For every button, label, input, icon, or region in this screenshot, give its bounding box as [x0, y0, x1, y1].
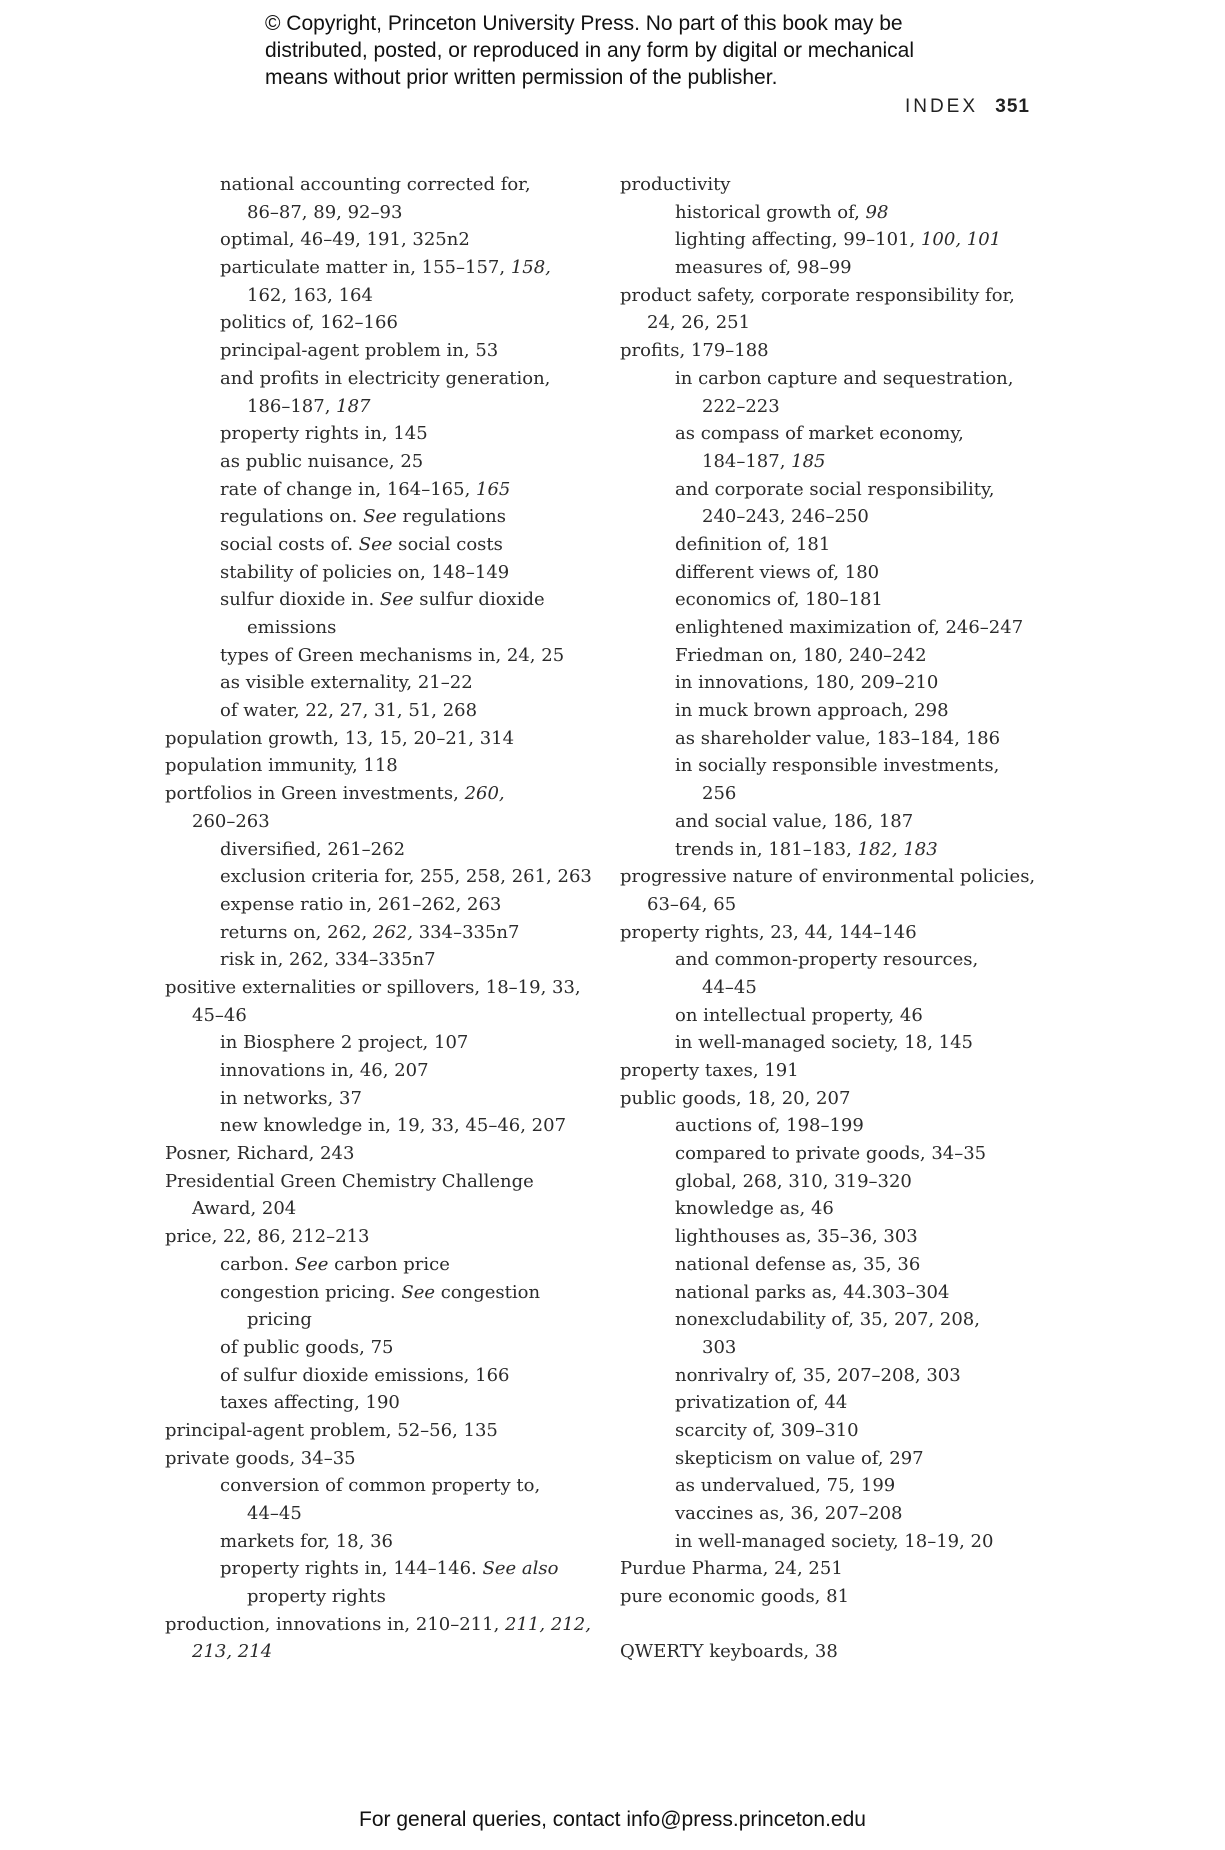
- index-italic: 100, 101: [920, 229, 1002, 251]
- index-text: pricing: [247, 1309, 312, 1331]
- index-line: [165, 1112, 605, 1140]
- index-text: definition of, 181: [675, 533, 831, 555]
- index-line: [620, 669, 1070, 697]
- index-text: portfolios in Green investments,: [165, 783, 465, 805]
- index-italic: 262,: [372, 921, 413, 943]
- index-line: [165, 171, 605, 199]
- index-line: [620, 863, 1070, 891]
- index-line: [165, 1168, 605, 1196]
- index-line: [620, 697, 1070, 725]
- index-text: 303: [702, 1336, 737, 1358]
- index-text: in socially responsible investments,: [675, 755, 1000, 777]
- index-line: [165, 531, 605, 559]
- index-line: [620, 448, 1070, 476]
- index-line: [620, 531, 1070, 559]
- index-text: Award, 204: [192, 1198, 297, 1220]
- index-line: [165, 1555, 605, 1583]
- index-italic: See: [358, 533, 393, 555]
- index-line: [620, 780, 1070, 808]
- index-line: [620, 1472, 1070, 1500]
- index-line: [620, 1583, 1070, 1611]
- index-line: [165, 448, 605, 476]
- index-text: as visible externality, 21–22: [220, 672, 473, 694]
- index-text: 260–263: [192, 810, 270, 832]
- index-line: [620, 808, 1070, 836]
- index-text: in well-managed society, 18, 145: [675, 1032, 973, 1054]
- index-text: new knowledge in, 19, 33, 45–46, 207: [220, 1115, 567, 1137]
- index-italic: 187: [336, 395, 371, 417]
- index-italic: 98: [865, 201, 889, 223]
- index-line: [620, 919, 1070, 947]
- index-text: pure economic goods, 81: [620, 1586, 850, 1608]
- index-line: [165, 946, 605, 974]
- index-text: nonexcludability of, 35, 207, 208,: [675, 1309, 980, 1331]
- index-text: property rights in, 145: [220, 423, 428, 445]
- index-line: [620, 1112, 1070, 1140]
- index-text: public goods, 18, 20, 207: [620, 1087, 851, 1109]
- index-text: as undervalued, 75, 199: [675, 1475, 896, 1497]
- index-text: social costs of.: [220, 533, 359, 555]
- index-text: markets for, 18, 36: [220, 1530, 393, 1552]
- index-line: [620, 393, 1070, 421]
- index-text: expense ratio in, 261–262, 263: [220, 893, 502, 915]
- index-line: [165, 309, 605, 337]
- index-text: economics of, 180–181: [675, 589, 883, 611]
- index-text: optimal, 46–49, 191, 325n2: [220, 229, 470, 251]
- index-line: [165, 365, 605, 393]
- index-text: risk in, 262, 334–335n7: [220, 949, 436, 971]
- index-italic: See also: [482, 1558, 559, 1580]
- index-text: 24, 26, 251: [647, 312, 751, 334]
- index-text: 240–243, 246–250: [702, 506, 869, 528]
- index-text: carbon.: [220, 1253, 295, 1275]
- index-text: taxes affecting, 190: [220, 1392, 400, 1414]
- index-italic: See: [379, 589, 414, 611]
- index-line: [165, 586, 605, 614]
- index-text: as compass of market economy,: [675, 423, 964, 445]
- index-text: productivity: [620, 174, 731, 195]
- index-italic: 260,: [464, 783, 505, 805]
- index-line: [620, 1279, 1070, 1307]
- index-text: privatization of, 44: [675, 1392, 848, 1414]
- index-line: [620, 1085, 1070, 1113]
- index-text: of sulfur dioxide emissions, 166: [220, 1364, 510, 1386]
- index-text: trends in, 181–183,: [675, 838, 858, 860]
- index-text-after: regulations: [396, 506, 507, 528]
- index-line: [165, 1223, 605, 1251]
- index-line: [165, 1279, 605, 1307]
- index-text: as public nuisance, 25: [220, 450, 424, 472]
- index-text-after: social costs: [392, 533, 503, 555]
- index-line: [620, 836, 1070, 864]
- index-text: regulations on.: [220, 506, 364, 528]
- index-text: and social value, 186, 187: [675, 810, 914, 832]
- index-line: [165, 1002, 605, 1030]
- index-line: [620, 254, 1070, 282]
- index-line: [620, 1417, 1070, 1445]
- index-italic: 165: [476, 478, 511, 500]
- index-italic: 211, 212,: [505, 1613, 591, 1635]
- index-text: in networks, 37: [220, 1087, 362, 1109]
- index-line: [165, 974, 605, 1002]
- index-text: in carbon capture and sequestration,: [675, 367, 1014, 389]
- index-text: property rights in, 144–146.: [220, 1558, 483, 1580]
- index-text: of water, 22, 27, 31, 51, 268: [220, 700, 478, 722]
- index-text: 162, 163, 164: [247, 284, 373, 306]
- index-line: [620, 282, 1070, 310]
- index-line: [165, 1500, 605, 1528]
- index-line: [165, 503, 605, 531]
- index-italic: 213, 214: [192, 1641, 273, 1663]
- index-text: price, 22, 86, 212–213: [165, 1226, 370, 1248]
- index-line: [620, 337, 1070, 365]
- index-text: principal-agent problem in, 53: [220, 340, 499, 362]
- running-head: [905, 96, 1030, 118]
- index-text: property rights: [247, 1586, 386, 1608]
- index-text: emissions: [247, 617, 337, 638]
- index-line: [165, 1085, 605, 1113]
- index-text: on intellectual property, 46: [675, 1004, 923, 1026]
- index-line: [620, 1029, 1070, 1057]
- index-line: [165, 1611, 605, 1639]
- index-line: [165, 254, 605, 282]
- index-text: rate of change in, 164–165,: [220, 478, 477, 500]
- index-line: [165, 752, 605, 780]
- index-line: [620, 1555, 1070, 1583]
- index-text: politics of, 162–166: [220, 312, 398, 334]
- index-text: Presidential Green Chemistry Challenge: [165, 1170, 534, 1192]
- index-text: skepticism on value of, 297: [675, 1447, 924, 1469]
- index-line: [620, 946, 1070, 974]
- index-line: [620, 309, 1070, 337]
- index-line: [165, 476, 605, 504]
- index-line: [620, 1195, 1070, 1223]
- index-text: returns on, 262,: [220, 921, 373, 943]
- index-text: in Biosphere 2 project, 107: [220, 1032, 469, 1054]
- index-line: [165, 1417, 605, 1445]
- index-text: property rights, 23, 44, 144–146: [620, 921, 917, 943]
- index-line: [620, 1528, 1070, 1556]
- index-column-left: [165, 171, 605, 1666]
- index-line: [620, 1306, 1070, 1334]
- index-text: national defense as, 35, 36: [675, 1253, 921, 1275]
- index-text: enlightened maximization of, 246–247: [675, 617, 1024, 638]
- index-line: [165, 1251, 605, 1279]
- index-text: national parks as, 44.303–304: [675, 1281, 950, 1303]
- index-italic: See: [363, 506, 397, 528]
- index-line: [165, 1472, 605, 1500]
- index-line: [165, 780, 605, 808]
- index-text-after: carbon price: [328, 1253, 450, 1275]
- index-line: [620, 586, 1070, 614]
- index-line: [165, 1389, 605, 1417]
- index-text: innovations in, 46, 207: [220, 1060, 429, 1081]
- index-line: [165, 1029, 605, 1057]
- index-text: conversion of common property to,: [220, 1475, 541, 1497]
- index-text: compared to private goods, 34–35: [675, 1143, 987, 1165]
- index-line: [165, 1140, 605, 1168]
- index-text: 222–223: [702, 395, 780, 417]
- index-line: [620, 420, 1070, 448]
- index-line: [620, 974, 1070, 1002]
- index-text: nonrivalry of, 35, 207–208, 303: [675, 1364, 961, 1386]
- index-line: [165, 282, 605, 310]
- index-line: [165, 1334, 605, 1362]
- index-line: [165, 1362, 605, 1390]
- index-line: [165, 836, 605, 864]
- index-text-after: 334–335n7: [413, 921, 520, 943]
- index-text: in well-managed society, 18–19, 20: [675, 1530, 994, 1552]
- index-text: global, 268, 310, 319–320: [675, 1170, 912, 1192]
- index-text: product safety, corporate responsibility for,: [620, 284, 1015, 306]
- index-text: private goods, 34–35: [165, 1447, 356, 1469]
- index-text: of public goods, 75: [220, 1336, 394, 1358]
- index-text: types of Green mechanisms in, 24, 25: [220, 644, 565, 666]
- index-line: [620, 642, 1070, 670]
- index-line: [165, 919, 605, 947]
- copyright-notice: [265, 10, 1025, 91]
- index-line: [165, 891, 605, 919]
- index-line: [620, 1140, 1070, 1168]
- index-text: measures of, 98–99: [675, 257, 852, 279]
- index-text: Purdue Pharma, 24, 251: [620, 1558, 843, 1580]
- index-line: [620, 752, 1070, 780]
- index-text: stability of policies on, 148–149: [220, 561, 510, 583]
- index-line: [165, 1057, 605, 1085]
- index-line: [165, 1638, 605, 1666]
- index-line: [165, 614, 605, 642]
- index-text: particulate matter in, 155–157,: [220, 257, 511, 279]
- index-text-after: sulfur dioxide: [413, 589, 545, 611]
- index-line: [165, 337, 605, 365]
- index-text: production, innovations in, 210–211,: [165, 1613, 506, 1635]
- index-text: in muck brown approach, 298: [675, 700, 949, 722]
- index-text: as shareholder value, 183–184, 186: [675, 727, 1001, 749]
- index-line: [620, 1389, 1070, 1417]
- index-italic: See: [294, 1253, 329, 1275]
- copyright-line: © Copyright, Princeton University Press. No part of this book may be: [265, 12, 903, 35]
- index-line: [620, 1251, 1070, 1279]
- index-line: [620, 614, 1070, 642]
- index-line: [620, 226, 1070, 254]
- index-text: lighting affecting, 99–101,: [675, 229, 921, 251]
- index-text: scarcity of, 309–310: [675, 1419, 859, 1441]
- index-text: congestion pricing.: [220, 1281, 402, 1303]
- copyright-line: means without prior written permission of the publisher.: [265, 66, 778, 89]
- index-line: [620, 476, 1070, 504]
- index-line: [620, 1057, 1070, 1085]
- index-text: principal-agent problem, 52–56, 135: [165, 1419, 498, 1441]
- index-line: [620, 1334, 1070, 1362]
- index-text: knowledge as, 46: [675, 1198, 834, 1220]
- index-line: [165, 725, 605, 753]
- index-text: 44–45: [247, 1503, 302, 1524]
- index-text: population immunity, 118: [165, 755, 398, 777]
- index-text: Friedman on, 180, 240–242: [675, 644, 927, 666]
- index-italic: See: [401, 1281, 435, 1303]
- index-line: [620, 365, 1070, 393]
- page-number: 351: [995, 96, 1030, 117]
- index-line: [165, 420, 605, 448]
- index-line: [620, 1223, 1070, 1251]
- index-line: [620, 1168, 1070, 1196]
- index-text: population growth, 13, 15, 20–21, 314: [165, 727, 515, 749]
- index-text: exclusion criteria for, 255, 258, 261, 263: [220, 866, 592, 888]
- index-text: different views of, 180: [675, 561, 880, 583]
- index-text: auctions of, 198–199: [675, 1115, 864, 1137]
- index-line: [620, 199, 1070, 227]
- index-line: [165, 1306, 605, 1334]
- index-gap: [620, 1611, 1070, 1639]
- index-line: [165, 697, 605, 725]
- index-text: in innovations, 180, 209–210: [675, 672, 939, 694]
- index-text: 63–64, 65: [647, 893, 737, 915]
- index-line: [165, 669, 605, 697]
- index-text: profits, 179–188: [620, 340, 769, 362]
- index-line: [620, 503, 1070, 531]
- index-text: QWERTY keyboards, 38: [620, 1641, 838, 1663]
- index-text: vaccines as, 36, 207–208: [675, 1503, 903, 1524]
- index-text: historical growth of,: [675, 201, 866, 223]
- index-italic: 182, 183: [857, 838, 938, 860]
- index-text: positive externalities or spillovers, 18–19, 33,: [165, 976, 581, 998]
- index-text: 186–187,: [247, 395, 337, 417]
- index-line: [620, 1500, 1070, 1528]
- index-text: diversified, 261–262: [220, 838, 406, 860]
- index-line: [165, 808, 605, 836]
- index-line: [165, 199, 605, 227]
- index-line: [620, 171, 1070, 199]
- index-text: 44–45: [702, 976, 757, 998]
- index-text: 86–87, 89, 92–93: [247, 201, 403, 223]
- index-line: [165, 393, 605, 421]
- index-column-right: [620, 171, 1070, 1666]
- index-line: [620, 1445, 1070, 1473]
- index-text-after: congestion: [435, 1281, 541, 1303]
- running-head-label: INDEX: [904, 96, 979, 117]
- index-line: [165, 863, 605, 891]
- index-line: [165, 226, 605, 254]
- index-line: [165, 559, 605, 587]
- index-text: sulfur dioxide in.: [220, 589, 380, 611]
- index-text: and profits in electricity generation,: [220, 367, 551, 389]
- index-text: property taxes, 191: [620, 1060, 799, 1081]
- index-line: [165, 1583, 605, 1611]
- index-text: 45–46: [192, 1004, 247, 1026]
- index-line: [620, 725, 1070, 753]
- index-text: 184–187,: [702, 450, 792, 472]
- index-line: [165, 642, 605, 670]
- index-text: lighthouses as, 35–36, 303: [675, 1226, 918, 1248]
- index-text: and common-property resources,: [675, 949, 979, 971]
- index-text: progressive nature of environmental policies,: [620, 866, 1036, 888]
- index-line: [165, 1195, 605, 1223]
- copyright-line: distributed, posted, or reproduced in any form by digital or mechanical: [265, 39, 915, 62]
- footer-contact: For general queries, contact info@press.princeton.edu: [359, 1808, 866, 1831]
- index-text: Posner, Richard, 243: [165, 1143, 355, 1165]
- index-text: 256: [702, 783, 737, 805]
- index-text: national accounting corrected for,: [220, 174, 531, 195]
- index-line: [620, 891, 1070, 919]
- index-text: and corporate social responsibility,: [675, 478, 995, 500]
- index-line: [620, 1638, 1070, 1666]
- index-italic: 158,: [510, 257, 551, 279]
- index-line: [620, 1002, 1070, 1030]
- index-line: [620, 1362, 1070, 1390]
- index-italic: 185: [791, 450, 826, 472]
- index-line: [165, 1445, 605, 1473]
- index-line: [165, 1528, 605, 1556]
- index-line: [620, 559, 1070, 587]
